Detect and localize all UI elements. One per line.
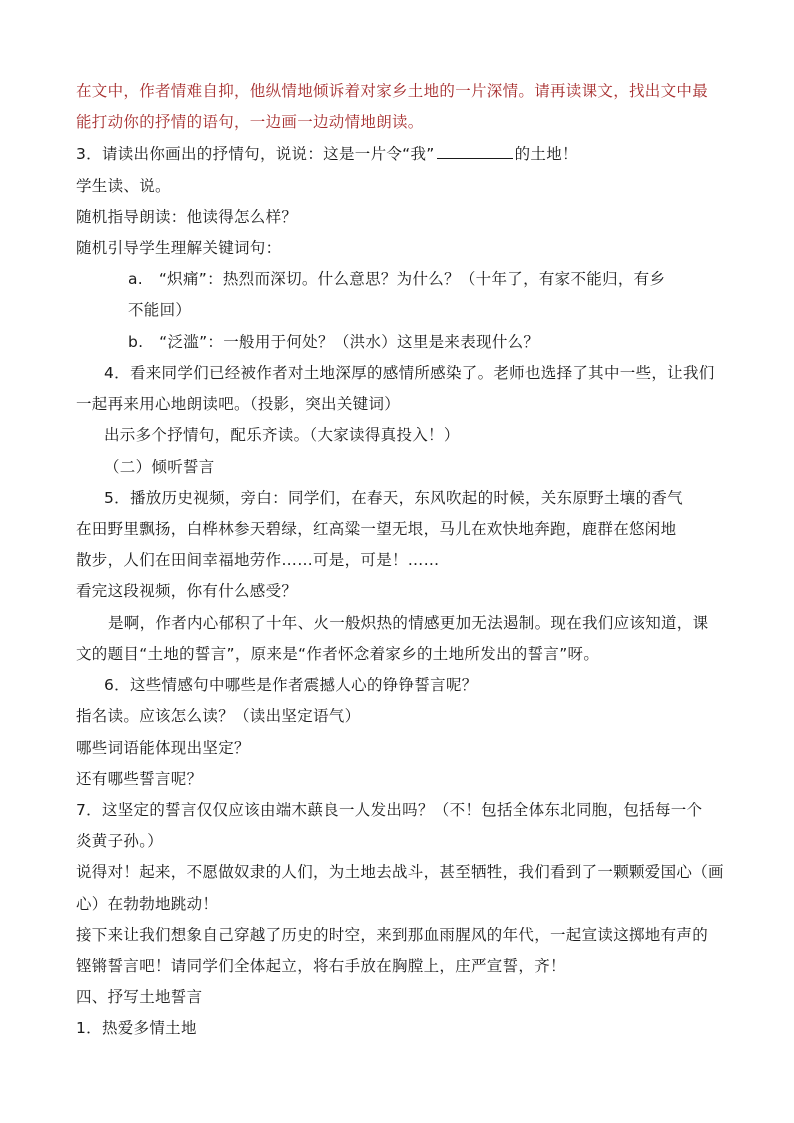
section-heading: （二）倾听誓言 <box>104 458 215 476</box>
text-line: 文的题目“土地的誓言”，原来是“作者怀念着家乡的土地所发出的誓言”呀。 <box>76 645 600 663</box>
question-text: 3．请读出你画出的抒情句，说说：这是一片令“我” <box>76 145 435 163</box>
text-line: 随机指导朗读：他读得怎么样？ <box>76 208 298 226</box>
text-line: 6．这些情感句中哪些是作者震撼人心的铮铮誓言呢？ <box>104 676 478 694</box>
text-line: 学生读、说。 <box>76 177 171 195</box>
text-line: 一起再来用心地朗读吧。（投影，突出关键词） <box>76 395 401 413</box>
text-line: 还有哪些誓言呢？ <box>76 770 203 788</box>
text-line: 7．这坚定的誓言仅仅应该由端木蕻良一人发出吗？（不！包括全体东北同胞，包括每一个 <box>76 801 703 819</box>
text-line: b. “泛滥”：一般用于何处？（洪水）这里是来表现什么？ <box>128 333 540 351</box>
text-line: 在文中，作者情难自抑，他纵情地倾诉着对家乡土地的一片深情。请再读课文，找出文中最 <box>76 82 709 100</box>
text-line: 5．播放历史视频，旁白：同学们，在春天，东风吹起的时候，关东原野土壤的香气 <box>104 489 683 507</box>
text-line: 指名读。应该怎么读？（读出坚定语气） <box>76 707 361 725</box>
text-line: 心）在勃勃地跳动！ <box>76 895 219 913</box>
question-text-end: 的土地！ <box>514 145 578 163</box>
text-line: 铿锵誓言吧！请同学们全体起立，将右手放在胸膛上，庄严宣誓，齐！ <box>76 957 566 975</box>
text-line: 4．看来同学们已经被作者对土地深厚的感情所感染了。老师也选择了其中一些，让我们 <box>104 364 715 382</box>
text-line: 是啊，作者内心郁积了十年、火一般炽热的情感更加无法遏制。现在我们应该知道，课 <box>108 614 709 632</box>
text-line: a. “炽痛”：热烈而深切。什么意思？为什么？（十年了，有家不能归，有乡 <box>128 270 666 288</box>
text-line: 能打动你的抒情的语句，一边画一边动情地朗读。 <box>76 113 424 131</box>
text-line: 在田野里飘扬，白桦林参天碧绿，红高粱一望无垠，马儿在欢快地奔跑，鹿群在悠闲地 <box>76 520 677 538</box>
text-line: 炎黄子孙。） <box>76 832 164 850</box>
text-line: 看完这段视频，你有什么感受？ <box>76 582 298 600</box>
text-line: 说得对！起来，不愿做奴隶的人们，为土地去战斗，甚至牺牲，我们看到了一颗颗爱国心（画 <box>76 863 724 881</box>
text-line <box>76 144 578 164</box>
text-line: 不能回） <box>128 301 192 319</box>
text-line: 1．热爱多情土地 <box>76 1019 197 1037</box>
section-heading: 四、抒写土地誓言 <box>76 988 203 1006</box>
text-line: 哪些词语能体现出坚定？ <box>76 739 250 757</box>
text-line: 随机引导学生理解关键词句： <box>76 239 282 257</box>
text-line: 散步，人们在田间幸福地劳作……可是，可是！…… <box>76 551 440 569</box>
text-line: 出示多个抒情句，配乐齐读。（大家读得真投入！） <box>104 426 460 444</box>
fill-in-blank <box>437 144 513 159</box>
text-line: 接下来让我们想象自己穿越了历史的时空，来到那血雨腥风的年代，一起宣读这掷地有声的 <box>76 926 709 944</box>
